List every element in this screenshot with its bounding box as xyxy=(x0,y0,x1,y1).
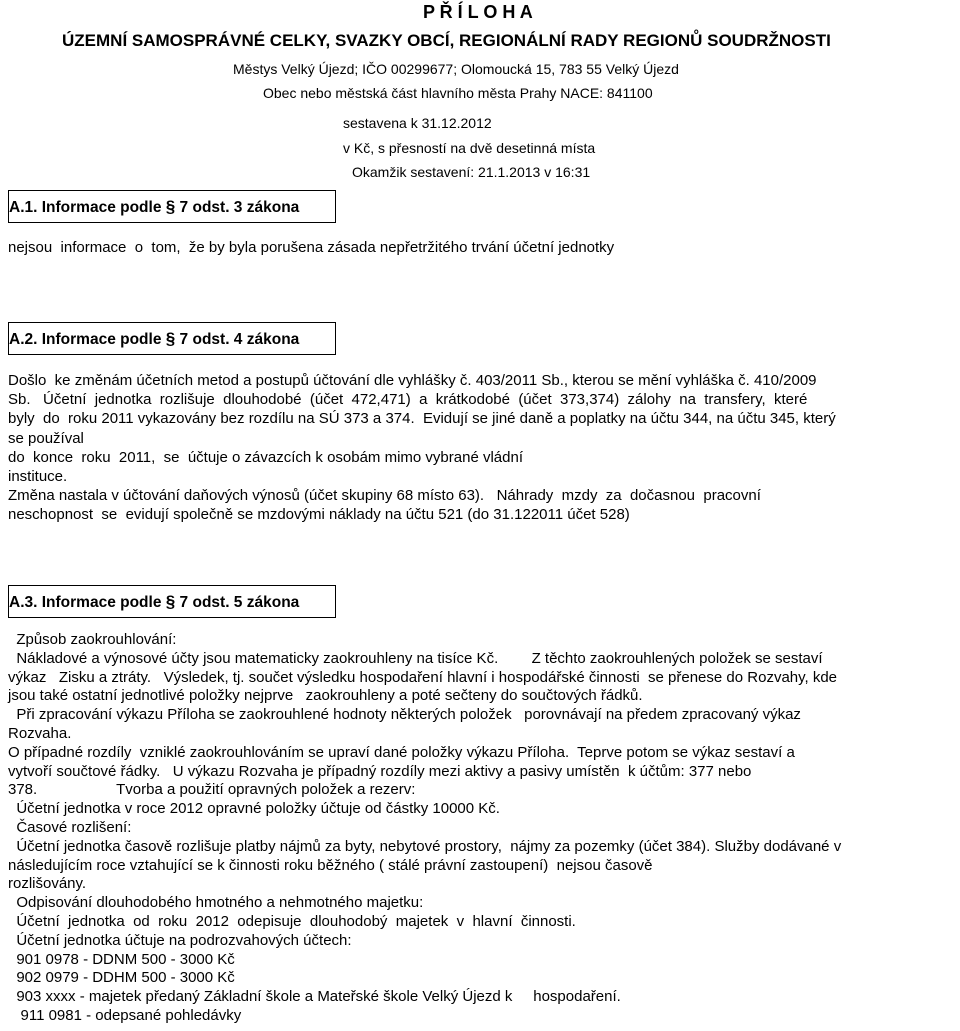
section-a3-line: Způsob zaokrouhlování: xyxy=(8,631,177,648)
page-subtitle: ÚZEMNÍ SAMOSPRÁVNÉ CELKY, SVAZKY OBCÍ, REGIONÁLNÍ RADY REGIONŮ SOUDRŽNOSTI xyxy=(62,31,831,50)
section-a3-line: 903 xxxx - majetek předaný Základní škole a Mateřské škole Velký Újezd k hospodaření. xyxy=(8,988,621,1006)
section-a3-heading-box xyxy=(8,585,336,618)
compiled-timestamp: Okamžik sestavení: 21.1.2013 v 16:31 xyxy=(352,164,591,180)
entity-line: Městys Velký Újezd; IČO 00299677; Olomoucká 15, 783 55 Velký Újezd xyxy=(233,61,679,77)
section-a3-heading: A.3. Informace podle § 7 odst. 5 zákona xyxy=(9,592,300,611)
section-a1-body xyxy=(8,238,614,257)
section-a3-line: výkaz Zisku a ztráty. Výsledek, tj. součet výsledku hospodaření hlavní i hospodářské činnosti se přenese do Rozvahy, kde xyxy=(8,668,838,686)
page-title: P Ř Í L O H A xyxy=(423,2,533,22)
section-a3-line: Při zpracování výkazu Příloha se zaokrouhlené hodnoty některých položek porovnávají na předem zpracovaný výkaz xyxy=(8,706,801,724)
section-a3-line: 911 0981 - odepsané pohledávky xyxy=(8,1006,242,1024)
section-a2-line: instituce. xyxy=(8,468,68,486)
section-a3-line: 902 0979 - DDHM 500 - 3000 Kč xyxy=(8,969,235,987)
section-a3-line: O případné rozdíly vzniklé zaokrouhlováním se upraví dané položky výkazu Příloha. Teprve potom se výkaz sestaví a xyxy=(8,743,795,761)
section-a3-line: následujícím roce vztahující se k činnosti roku běžného ( stálé právní zastoupení) nejsou časově xyxy=(8,856,653,874)
section-a3-line: Nákladové a výnosové účty jsou matematicky zaokrouhleny na tisíce Kč. Z těchto zaokrouhlených položek se sestaví xyxy=(8,649,823,667)
section-a2-heading: A.2. Informace podle § 7 odst. 4 zákona xyxy=(9,329,300,348)
section-a2-line: neschopnost se evidují společně se mzdovými náklady na účtu 521 (do 31.122011 účet 528) xyxy=(8,506,630,524)
paragraph-sign-icon: § xyxy=(165,592,176,611)
section-a3-line: jsou také ostatní jednotlivé položky nejprve zaokrouhleny a poté sečteny do součtových řádků. xyxy=(8,687,643,705)
section-a3-line: Odpisování dlouhodobého hmotného a nehmotného majetku: xyxy=(8,894,424,912)
section-a3-body xyxy=(8,631,841,1026)
section-a2-line: do konce roku 2011, se účtuje o závazcích k osobám mimo vybrané vládní xyxy=(8,448,523,466)
section-a1-line: nejsou informace o tom, že by byla porušena zásada nepřetržitého trvání účetní jednotky xyxy=(8,239,615,256)
section-a1-heading-box xyxy=(8,190,336,223)
section-a2-line: Sb. Účetní jednotka rozlišuje dlouhodobé (účet 472,471) a krátkodobé (účet 373,374) zálohy na transfery, které xyxy=(8,391,808,409)
precision-note: v Kč, s přesností na dvě desetinná místa xyxy=(343,140,596,156)
paragraph-sign-icon: § xyxy=(165,329,176,348)
section-a3-line: Účetní jednotka v roce 2012 opravné položky účtuje od částky 10000 Kč. xyxy=(8,800,500,818)
section-a3-line: Účetní jednotka účtuje na podrozvahových účtech: xyxy=(8,931,352,949)
paragraph-sign-icon: § xyxy=(165,197,176,216)
section-a2-line: Došlo ke změnám účetních metod a postupů účtování dle vyhlášky č. 403/2011 Sb., kterou se mění vyhláška č. 410/2009 xyxy=(8,372,817,389)
section-a3-line: Účetní jednotka od roku 2012 odepisuje dlouhodobý majetek v hlavní činnosti. xyxy=(8,912,576,930)
section-a3-line: vytvoří součtové řádky. U výkazu Rozvaha je případný rozdíly mezi aktivy a pasivy umístěn k účtům: 377 nebo xyxy=(8,762,752,780)
entity-type-line: Obec nebo městská část hlavního města Prahy NACE: 841100 xyxy=(263,85,653,101)
section-a3-line: Rozvaha. xyxy=(8,724,72,742)
section-a3-line: rozlišovány. xyxy=(8,875,87,893)
section-a2-body xyxy=(8,371,836,525)
section-a2-line: Změna nastala v účtování daňových výnosů (účet skupiny 68 místo 63). Náhrady mzdy za dočasnou pracovní xyxy=(8,487,761,505)
compiled-date: sestavena k 31.12.2012 xyxy=(343,115,492,131)
section-a2-line: byly do roku 2011 vykazovány bez rozdílu na SÚ 373 a 374. Evidují se jiné daně a poplatky na účtu 344, na účtu 345, který xyxy=(8,410,836,428)
section-a2-heading-box xyxy=(8,322,336,355)
section-a3-line: Časové rozlišení: xyxy=(8,818,132,836)
section-a3-line: Účetní jednotka časově rozlišuje platby nájmů za byty, nebytové prostory, nájmy za pozemky (účet 384). Služby dodávané v xyxy=(8,837,842,855)
section-a2-line: se používal xyxy=(8,429,84,447)
section-a1-heading: A.1. Informace podle § 7 odst. 3 zákona xyxy=(9,197,300,216)
section-a3-line: 378. Tvorba a použití opravných položek a rezerv: xyxy=(8,781,416,799)
section-a3-line: 901 0978 - DDNM 500 - 3000 Kč xyxy=(8,950,235,968)
